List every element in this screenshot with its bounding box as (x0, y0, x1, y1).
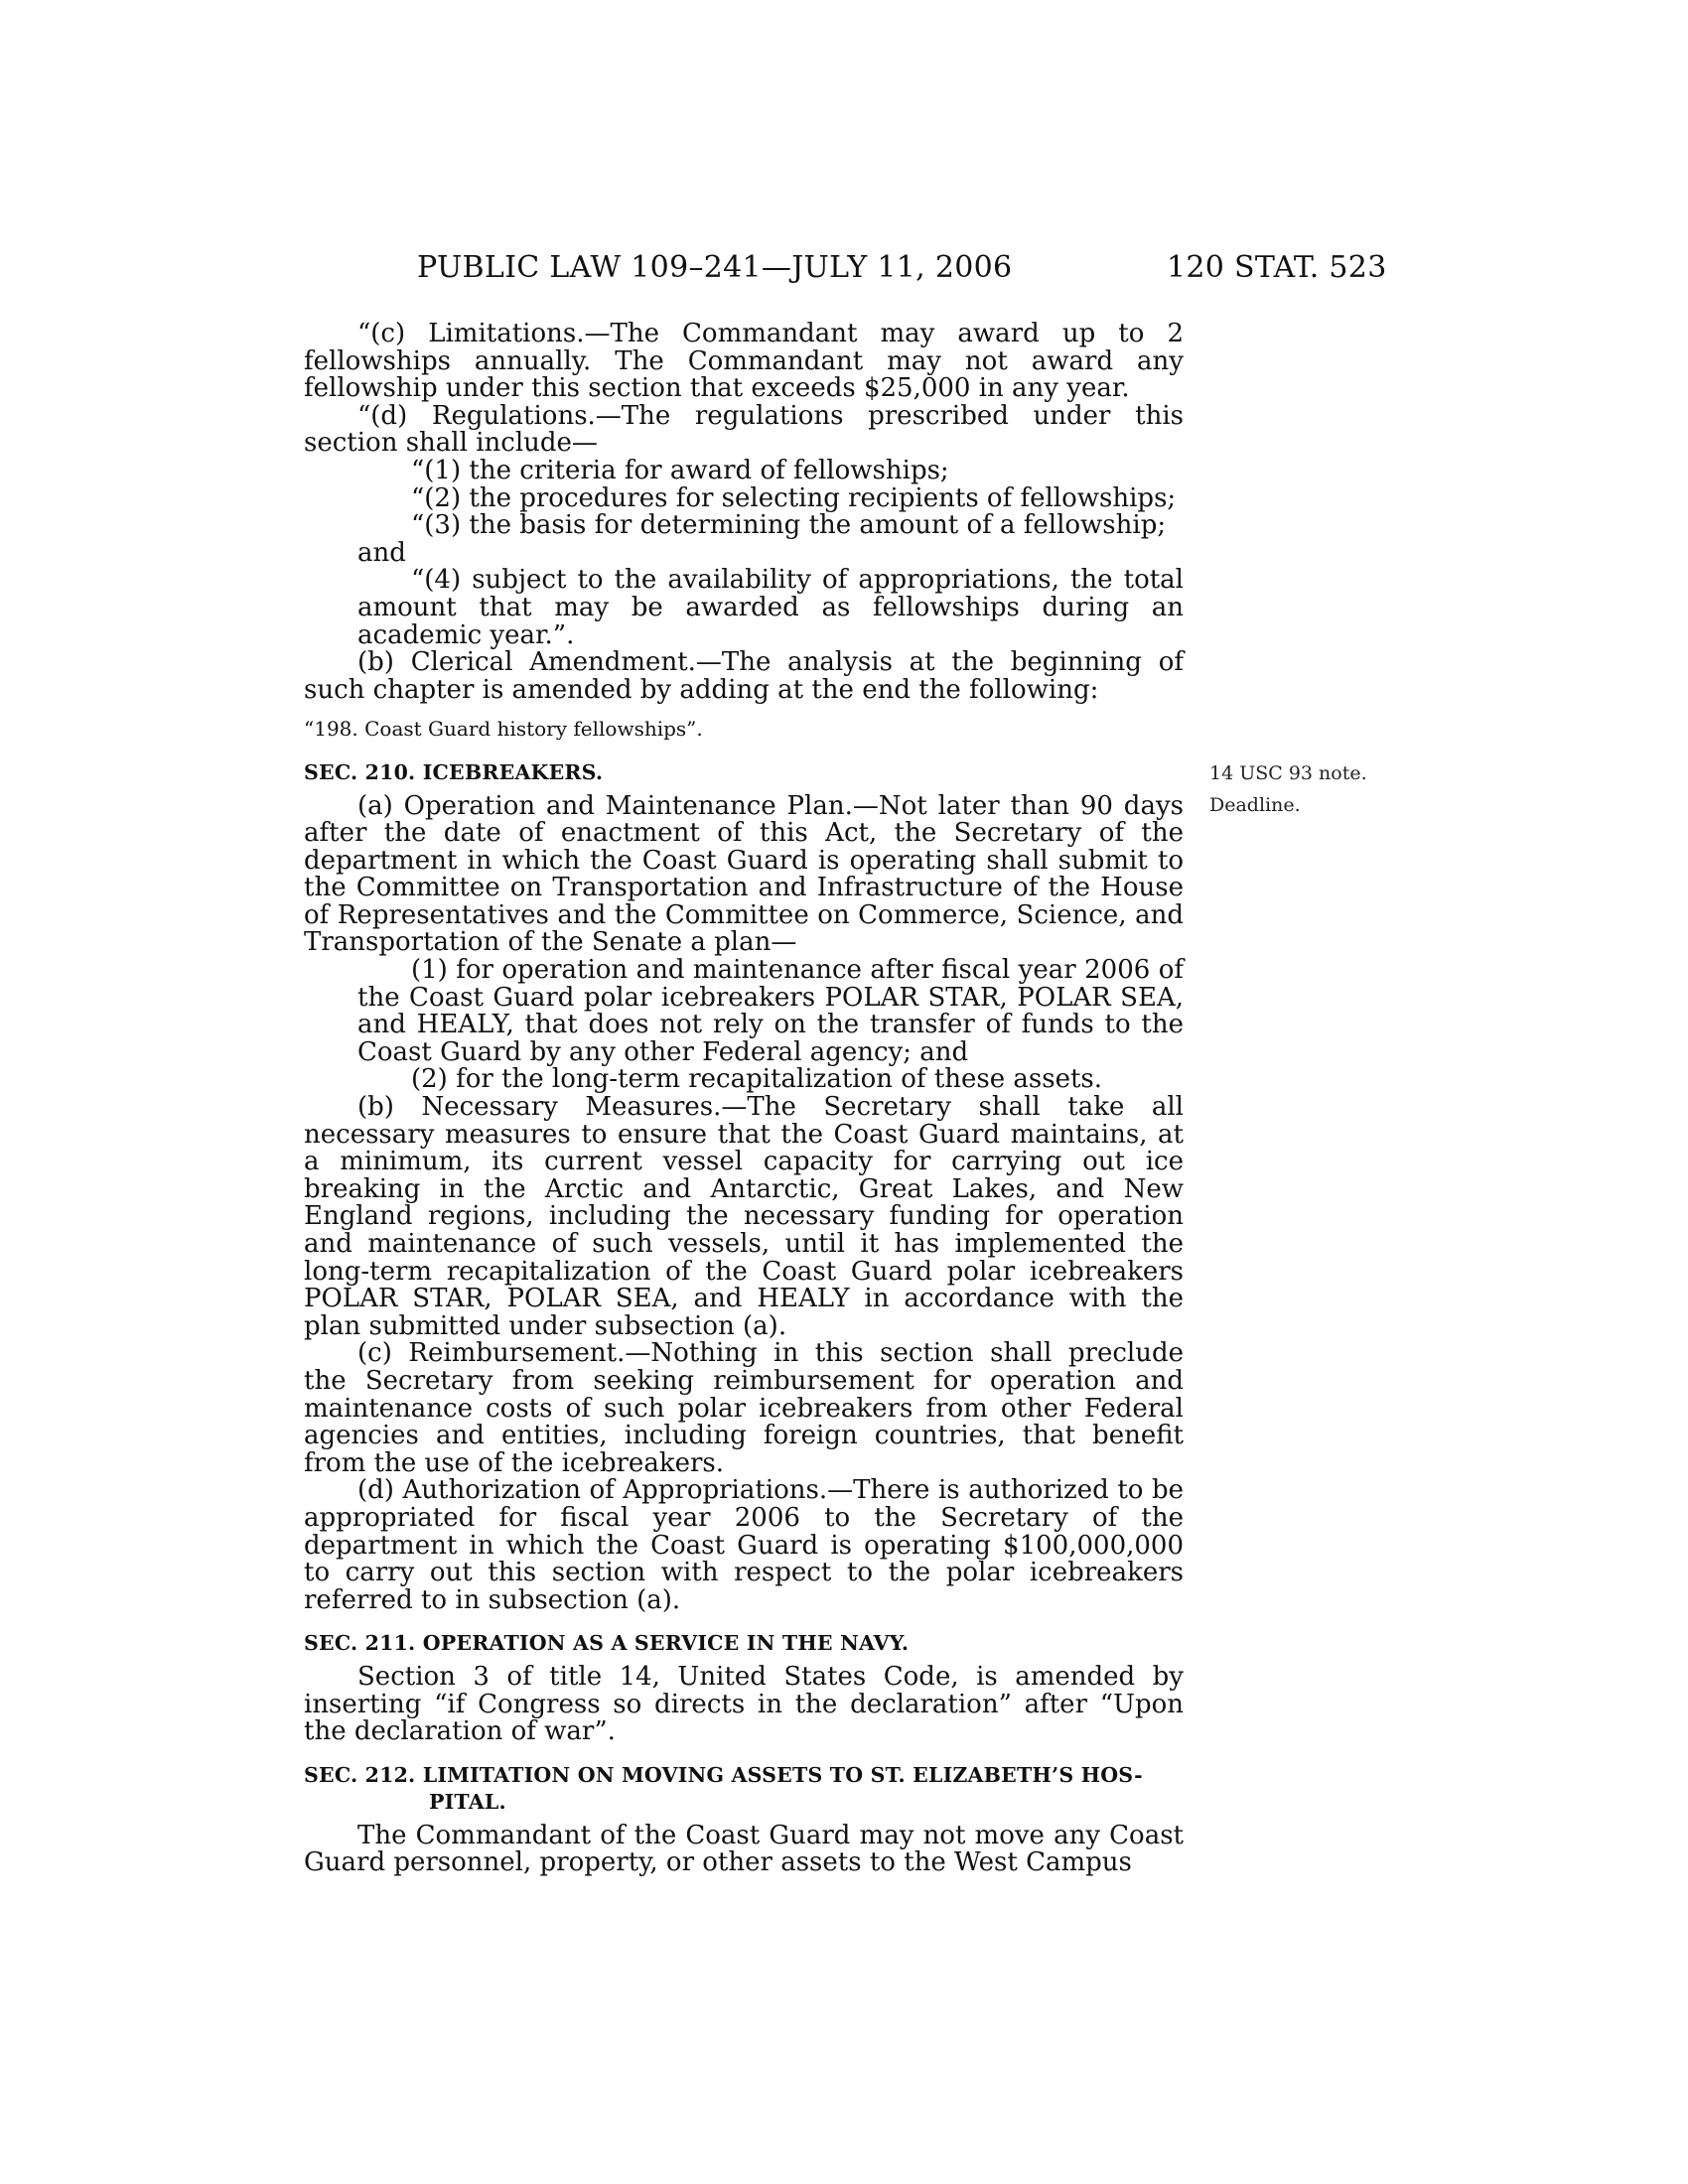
section-212-heading (304, 1762, 1184, 1817)
section-210-a1: (1) for operation and maintenance after fiscal year 2006 of the Coast Guard polar icebreakers POLAR STAR, POLAR SEA, and HEALY, that does not rely on the transfer of funds to the Coast Guard by any other Federal agency; and (357, 955, 1184, 1067)
section-210-a: (a) Operation and Maintenance Plan.—Not later than 90 days after the date of enactment of this Act, the Secretary of the department in which the Coast Guard is operating shall submit to the Committee on Transportation and Infrastructure of the House of Representatives and the Committee on Commerce, Science, and Transportation of the Senate a plan— (304, 790, 1184, 958)
section-210-a2: (2) for the long-term recapitalization of these assets. (411, 1064, 1103, 1095)
paragraph-b-clerical: (b) Clerical Amendment.—The analysis at the beginning of such chapter is amended by adding at the end the following: (304, 647, 1184, 705)
section-211-body: Section 3 of title 14, United States Code, is amended by inserting “if Congress so directs in the declaration” after “Upon the declaration of war”. (304, 1661, 1184, 1747)
section-212-heading-line1: SEC. 212. LIMITATION ON MOVING ASSETS TO ST. ELIZABETH’S HOS- (304, 1762, 1143, 1787)
section-212-body: The Commandant of the Coast Guard may not move any Coast Guard personnel, property, or other assets to the West Campus (304, 1820, 1184, 1878)
paragraph-d-regulations: “(d) Regulations.—The regulations prescribed under this section shall include— (304, 400, 1184, 459)
section-210-heading: SEC. 210. ICEBREAKERS. (304, 759, 604, 784)
statute-reference: 120 STAT. 523 (1167, 250, 1387, 285)
section-212-heading-line2: PITAL. (429, 1790, 506, 1815)
section-210-d: (d) Authorization of Appropriations.—There is authorized to be appropriated for fiscal year 2006 to the Secretary of the department in which the Coast Guard is operating $100,000,000 to carry out this section with respect to the polar icebreakers referred to in subsection (a). (304, 1475, 1184, 1615)
margin-note-deadline: Deadline. (1209, 794, 1301, 816)
paragraph-d3: “(3) the basis for determining the amount of a fellowship; (411, 510, 1167, 541)
paragraph-d3-continued: and (357, 537, 406, 568)
paragraph-d1: “(1) the criteria for award of fellowships; (411, 455, 949, 485)
running-head: PUBLIC LAW 109–241—JULY 11, 2006 (417, 250, 1013, 285)
paragraph-c-limitations: “(c) Limitations.—The Commandant may award up to 2 fellowships annually. The Commandant may not award any fellowship under this section that exceeds $25,000 in any year. (304, 319, 1184, 404)
body-text (304, 321, 1184, 1877)
margin-note-usc: 14 USC 93 note. (1209, 762, 1367, 784)
section-211-heading: SEC. 211. OPERATION AS A SERVICE IN THE NAVY. (304, 1631, 910, 1656)
paragraph-d4: “(4) subject to the availability of appropriations, the total amount that may be awarded as fellowships during an academic year.”. (357, 565, 1184, 650)
section-210-b: (b) Necessary Measures.—The Secretary shall take all necessary measures to ensure that the Coast Guard maintains, at a minimum, its current vessel capacity for carrying out ice breaking in the Arctic and Antarctic, Great Lakes, and New England regions, including the necessary funding for operation and maintenance of such vessels, until it has implemented the long-term recapitalization of the Coast Guard polar icebreakers POLAR STAR, POLAR SEA, and HEALY in accordance with the plan submitted under subsection (a). (304, 1092, 1184, 1341)
paragraph-d2: “(2) the procedures for selecting recipients of fellowships; (411, 482, 1177, 513)
analysis-item: “198. Coast Guard history fellowships”. (304, 717, 703, 742)
section-210-c: (c) Reimbursement.—Nothing in this section shall preclude the Secretary from seeking reimbursement for operation and maintenance costs of such polar icebreakers from other Federal agencies and entities, including foreign countries, that benefit from the use of the icebreakers. (304, 1338, 1184, 1478)
